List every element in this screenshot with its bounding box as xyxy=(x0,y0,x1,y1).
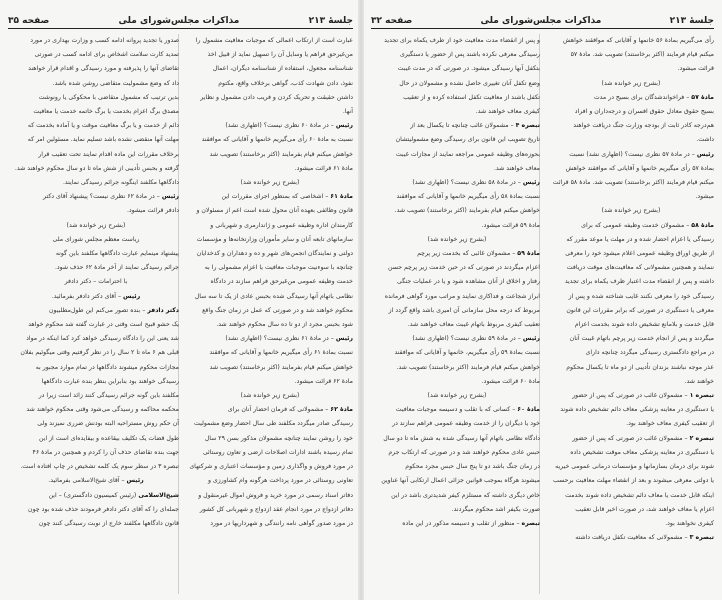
text-line: خواهند شد. xyxy=(684,377,714,385)
text-line: رسیدگی خواهند بود بنابراین بنظر بنده عبارت دادگاهها xyxy=(41,377,179,385)
header-title: مذاکرات مجلس‌شورای ملی xyxy=(480,16,602,26)
text-line: تعاونی روستائی در مورد پرداخت هرگونه وام کشاورزی و xyxy=(207,477,353,485)
text-line: یا دستگیری در معاینه پزشکی معاف موقت تشخیص داده xyxy=(570,448,714,456)
text-line: جرائم رسیدگی نمایند از آخر مادهٔ ۶۲ حذف شود. xyxy=(54,264,179,272)
text-line: کیفری معاف خواهند شد. xyxy=(475,108,540,116)
bold-label: تبصره ۴ xyxy=(515,122,540,130)
text-line: رئیس – در مادهٔ ۵۷ نظری نیست؟ (اظهاری نشد) نسبت xyxy=(569,150,714,158)
page-header xyxy=(371,10,714,29)
bold-label: رئیس xyxy=(335,122,353,130)
text-line: شود بحبس مجرد از دو تا ده سال محکوم خواهند شد. xyxy=(216,321,353,329)
text-line: جمله‌ای را که آقای دکتر دادفر فرمودند حذف شده بود چون xyxy=(28,505,179,513)
bold-label: تبصره ۱ xyxy=(689,392,714,400)
text-line: مادهٔ ۶۱ قرائت میشود. xyxy=(294,164,353,172)
text-line: خواهش میکنم قیام بفرمایند (اکثر برخاستند) تصویب شد xyxy=(209,363,353,371)
text-line: مربوط که درجه محل سازمانی آن امیری باشد واقع گردد از xyxy=(388,306,540,314)
bold-label: تبصره xyxy=(521,519,540,527)
bold-label: تبصره ۲ xyxy=(689,434,714,442)
header-title: مذاکرات مجلس‌شورای ملی xyxy=(118,16,240,26)
text-line: قابل خدمت و بلامانع تشخیص داده شوند بخدمت اعزام xyxy=(574,321,714,329)
text-line: از تعقیب کیفری معاف خواهند بود. xyxy=(626,420,714,428)
text-line: ریاست معظم مجلس شورای ملی xyxy=(52,235,140,243)
text-line: مادهٔ ۵۷ – فراخواندشدگان برای بسیج در مدت xyxy=(593,93,714,101)
text-line: مادهٔ ۶۲ قرائت میشود. xyxy=(294,377,353,385)
text-line: بسیج حقوق معادل حقوق افسران و درجه‌داران و افراد xyxy=(574,108,714,116)
text-line: خواهش میکنم قیام فرمایند (اکثر برخاستند) تصویب شد. xyxy=(396,363,540,371)
text-line: تاریخ تصویب این قانون برای رسیدگی وضع مشمولیتشان xyxy=(395,136,540,144)
text-line: یا دولتی معرفی میشوند و بعد از انقضاء مهلت معافیت برحسب xyxy=(553,477,714,485)
text-line: طول قضات یک تکلیف بیقاعده و بیفایده‌ای است از این xyxy=(38,434,179,442)
text-line: صدور یا تجدید پروانه ادامه کسب و وزارت بهداری در مورد xyxy=(30,37,179,44)
text-line: رئیس – آقای دکتر دادفر بفرمائید. xyxy=(51,292,141,300)
text-line: دفاتر اسناد رسمی در مورد خرید و فروش اموال غیرمنقول و xyxy=(198,491,353,499)
text-line: پیشنهاد مینمایم عبارت دادگاهها مکلفند باین گونه xyxy=(55,250,179,258)
text-line: مادهٔ ۶۲ – مشمولانی که فرمان احضار آنان برای xyxy=(227,406,353,414)
book-gutter xyxy=(358,0,364,600)
text-line: نسبت بمادهٔ ۵۸ رأی میگیریم خانمها و آقایانی که موافقند xyxy=(396,193,540,201)
text-line: نسبت بمادهٔ ۶۱ رأی میگیریم خانمها و آقایانی که موافقند xyxy=(209,349,353,357)
bold-label: رئیس xyxy=(522,179,540,187)
text-line: تبصره ۳ در سطر سوم یک کلمه تشخیص در چاپ افتاده است. xyxy=(20,463,179,471)
text-line: خود یا دیگران را از خدمت وظیفه عمومی فراهم سازند در xyxy=(392,420,540,428)
page-number: صفحه ۳۲ xyxy=(371,16,413,26)
text-column-right xyxy=(548,34,714,545)
text-line: داشته و پس از انقضاء مدت اعتبار ظرف یکماه برای تجدید xyxy=(564,278,714,286)
bold-label: رئیس xyxy=(335,335,353,343)
text-line: رفتار و اخلاق از آنان مشاهده شود و یا در عملیات جنگی xyxy=(396,278,540,286)
text-line: مادهٔ ۵۹ قرائت میشود. xyxy=(481,221,540,229)
bold-label: رئیس xyxy=(522,335,540,343)
text-line: مصدق برگ اعزام بخدمت یا برگ خاتمه خدمت یا معافیت xyxy=(33,108,179,116)
text-line: یا دستگیری در معاینه پزشکی معاف دائم تشخیص داده شوند xyxy=(560,406,714,414)
text-line: جهت بنده تقاضای حذف آن را کردم و همچنین در مادهٔ ۴۶ xyxy=(32,448,179,456)
text-line: رئیس – در مادهٔ ۵۹ نظری نیست؟ (اظهاری نشد) xyxy=(412,335,540,343)
text-line: میشود. xyxy=(695,193,714,201)
text-line: رسیدگی معرفی نکرده باشند پس از حضور یا دستگیری xyxy=(399,51,540,59)
text-line: در زمان جنگ باشد دو تا پنج سال حبس مجرد محکوم xyxy=(405,463,540,471)
text-line: یک حشو قبیح است وقتی در عبارت گفته شد محکوم خواهد xyxy=(28,321,179,329)
text-line: آنها. xyxy=(342,108,353,116)
text-line: دادفر قرائت میشود. xyxy=(126,207,179,215)
text-line: مادهٔ ۶۱ – اشخاصی که بمنظور اجرای مقررات این xyxy=(221,193,353,201)
bold-label: مادهٔ ۶۱ xyxy=(330,193,353,201)
text-line: قبلی هم ۶ ماه تا ۲ سال را در نظر گرفتیم وقتی میگوئیم بفلان xyxy=(20,349,179,357)
text-line: تبصره ۲ – مشمولان غائب در صورتی که پس از حضور xyxy=(572,434,714,442)
text-line: رئیس – آقای شیخ‌الاسلامی بفرمائید. xyxy=(48,477,144,485)
text-line: از طریق اوراق وظیفه عمومی اعلام میشود خود را معرفی xyxy=(565,250,714,258)
text-line: اعزام میگردند در صورتی که در حین خدمت زیر پرچم حسن xyxy=(388,264,540,272)
text-line: در مراجع دادگستری رسیدگی میگردد چنانچه دارای xyxy=(585,349,714,357)
text-line: نفوذ، دادن شهادت کذب، گواهی برخلاف واقع، مکتوم xyxy=(218,79,353,87)
text-line: رئیس – در مادهٔ ۶۱ نظری نیست؟ (اظهاری نشد) xyxy=(225,335,353,343)
text-line: تبصره ۴ – مشمولان غائب چنانچه تا یکسال بعد از xyxy=(410,122,540,130)
text-line: دولتی و نمایندگان انجمن‌های شهر و ده و دهداران و کدخدایان xyxy=(196,250,353,258)
text-line: رسیدگی صادر میگردد مکلفند طی سال احضار وضع مشمولیت xyxy=(194,420,353,428)
text-column-left xyxy=(374,34,540,531)
text-line: تکفل باشند از معافیت تکفل استفاده کرده و از تعقیب xyxy=(403,93,540,101)
text-line: رأی می‌گیریم بمادهٔ ۵۶ خانمها و آقایانی که موافقند خواهش xyxy=(562,37,714,44)
text-line: نسبت بمادهٔ ۵۹ رأی میگیریم، خانمها و آقایانی که موافقند xyxy=(394,349,540,357)
text-line: قانون وظائفی بعهده آنان محول شده است اعم از مسئولان و xyxy=(196,207,353,215)
text-line: رئیس – در مادهٔ ۶۰ نظری نیست؟ (اظهاری نشد) xyxy=(225,122,353,130)
text-line: مادهٔ ۵۸ – مشمولان خدمت وظیفه عمومی که برای xyxy=(581,221,714,229)
text-line: تبصره ۳ – مشمولانی که معافیت تکفل دریافت داشته xyxy=(575,534,714,542)
text-line: صورت بکیفر اشد محکوم میگردند. xyxy=(451,505,540,513)
bold-label: مادهٔ ۶۰ xyxy=(517,406,540,414)
text-line: (بشرح زیر خوانده شد) xyxy=(240,179,300,187)
text-line: دکتر دادفر – بنده تصور می‌کنم این طول‌مطلبیون xyxy=(48,306,179,314)
text-line: قانون دادگاهها مکلفند خارج از نوبت رسیدگی کنند چون xyxy=(38,519,179,527)
text-line: دادگاه نظامی باتهام آنها رسیدگی شده به شش ماه تا دو سال xyxy=(383,434,540,442)
page-number: صفحه ۳۵ xyxy=(8,16,50,26)
text-line: کارمندان اداره وظیفه عمومی و ژاندارمری و شهربانی و xyxy=(210,221,353,229)
text-line: بحوزه‌های وظیفه عمومی مراجعه نمایند از مجازات غیبت xyxy=(395,150,540,158)
bold-label: رئیس xyxy=(126,477,144,485)
text-line: عذر موجه نباشند بزندان تأدیبی از دو ماه تا یکسال محکوم xyxy=(566,363,714,371)
text-line: داد که وضع مشمولیت متقاضی روشن شده باشد. xyxy=(52,79,179,87)
text-line: دادگاهها مکلفند اینگونه جرائم رسیدگی نمایند. xyxy=(62,179,179,187)
text-line: تبصره ۱ – مشمولان غائب در صورتی که پس از حضور xyxy=(572,392,714,400)
text-line: میشوند هرگاه بموجب قوانین جزائی اعمال ارتکابی آنها عناوین xyxy=(381,477,540,485)
text-line: معاف خواهند شد. xyxy=(493,164,540,172)
text-line: خدمت وظیفه عمومی من‌غیرحق فراهم سازند در دادگاه xyxy=(210,278,353,286)
bold-label: مادهٔ ۵۷ xyxy=(691,93,714,101)
text-line: سازمانهای تابعه آنان و سایر مأموران وزارتخانه‌ها و مؤسسات xyxy=(196,235,353,243)
text-line: تقاضای آنها را پذیرفته و مورد رسیدگی و اقدام قرار خواهند xyxy=(28,65,179,73)
text-line: رسیدگی یا اعزام احضار شده و در مهلت یا موعد مقرر که xyxy=(566,235,714,243)
text-line: (بشرح زیر خوانده شد) xyxy=(66,221,126,229)
session-number: جلسهٔ ۲۱۳ xyxy=(669,16,714,26)
text-line: میکنم قیام فرمایند (اکثر برخاستند) تصویب شد. مادهٔ ۵۷ xyxy=(570,51,714,59)
text-line: (بشرح زیر خوانده شد) xyxy=(427,235,487,243)
text-line: برخلاف مقررات این ماده اقدام نمایند تحت تعقیب قرار xyxy=(38,150,179,158)
text-line: خاص دیگری داشته که مستلزم کیفر شدیدتری باشد در این xyxy=(391,491,540,499)
text-line: داشتن حقیقت و تحریک کردن و فریب دادن مشمول و نظایر xyxy=(200,93,353,101)
text-line: مکلفند باین گونه جرائم رسیدگی کنند زائد است زیرا در xyxy=(38,392,179,400)
text-line: رئیس – در مادهٔ ۵۸ نظری نیست؟ (اظهاری نشد) xyxy=(412,179,540,187)
text-line: خود را روشن نمایند چنانچه مشمولان مذکور بسن ۲۹ سال xyxy=(204,434,353,442)
text-line: نظامی باتهام آنها رسیدگی شده بحبس عادی از یک تا سه سال xyxy=(194,292,353,300)
text-line: دائم از خدمت و یا برگ معافیت موقت و یا آماده بخدمت که xyxy=(27,122,179,130)
text-line: معرفی یا دستگیری در صورتی که برابر مقررات این قانون xyxy=(566,306,714,314)
text-line: شناسنامه مجعول، استفاده از شناسنامه دیگران، اعمال xyxy=(212,65,353,73)
text-line: هم‌درجه کادر ثابت از بودجه وزارت جنگ دریافت خواهند xyxy=(573,122,714,130)
text-column-left xyxy=(13,34,179,531)
text-line: در مورد فروش و واگذاری زمین و مؤسسات اعتباری و شرکتهای xyxy=(189,463,353,471)
bold-label: تبصره ۳ xyxy=(689,534,714,542)
text-line: گرفته و بحبس تأدیبی از شش ماه تا دو سال محکوم خواهند شد. xyxy=(14,164,179,172)
text-line: اعزام یا معاف خواهند شد، در صورت اخیر قابل تعقیب xyxy=(575,505,714,513)
text-line: بتکفل آنها رسیدگی میشود. در صورتی که در مدت غیبت xyxy=(397,65,540,73)
text-line: چنانچه با سوءنیت موجبات معافیت یا اعزام مشمولی را به xyxy=(204,264,353,272)
text-line: عبارت است از ارتکاب اعمالی که موجبات معافیت مشمول را xyxy=(195,37,353,44)
bold-label: شیخ‌الاسلامی xyxy=(138,491,179,499)
right-page xyxy=(361,0,722,600)
text-line: خواهش میکنم قیام بفرمایند (اکثر برخاستند) تصویب شد xyxy=(209,150,353,158)
text-line: کیفری نخواهند بود. xyxy=(665,519,714,527)
text-line: وضع تکفل آنان تغییری حاصل نشده و مشمولان در حال xyxy=(399,79,540,87)
text-line: شیخ‌الاسلامی (رئیس کمیسیون دادگستری) – این xyxy=(48,491,179,499)
bold-label: مادهٔ ۶۲ xyxy=(330,406,353,414)
text-line: ننمایند و همچنین مشمولانی که معافیت‌های موقت دریافت xyxy=(566,264,714,272)
text-line: مادهٔ ۵۹ – مشمولان غائبی که بخدمت زیر پرچم xyxy=(417,250,540,258)
text-line: محکوم خواهند شد و در صورتی که عمل در زمان جنگ واقع xyxy=(202,306,353,314)
text-line: من‌غیرحق فراهم یا وسایل آن را تسهیل نماید از قبیل اخذ xyxy=(207,51,353,59)
text-line: تمدید کارت سلامت اشخاص برای ادامه کسب در صورتی xyxy=(34,51,179,59)
text-line: مهلت آنها منقضی نشده باشد تسلیم نماید. مسئولین امر که xyxy=(27,136,179,144)
text-line: میکنم قیام فرمایند (اکثر برخاستند) تصویب شد. مادهٔ ۵۸ قرائت xyxy=(552,179,714,187)
text-line: بمادهٔ ۵۷ رأی میگیریم خانمها و آقایانی که موافقند خواهش xyxy=(565,164,714,172)
page-header xyxy=(8,10,353,29)
text-line: (بشرح زیر خوانده شد) xyxy=(240,392,300,400)
text-line: تبصره – منظور از تقلب و دسیسه مذکور در این ماده xyxy=(402,519,540,527)
text-line: دفاتر ازدواج در مورد انجام عقد ازدواج و شهربانی کل کشور xyxy=(199,505,353,513)
text-line: قرائت میشود. xyxy=(677,65,714,73)
text-line: رئیس – در مادهٔ ۶۲ نظری نیست؟ پیشنهاد آقای دکتر xyxy=(43,193,179,201)
text-line: مجازات محکوم میشوند دادگاهها در تمام موارد مجبور به xyxy=(35,363,179,371)
text-line: حبس عادی محکوم خواهند شد و در صورتی که ارتکاب جرم xyxy=(388,448,540,456)
text-line: خواهش میکنم قیام بفرمایند (اکثر برخاستند) تصویب شد. xyxy=(394,207,540,215)
text-line: نسبت به مادهٔ ۶۰ رأی می‌گیریم خانمها و آقایانی که موافقند xyxy=(201,136,353,144)
text-line: شوند برای درمان بسازمانها و مؤسسات درمانی عمومی خیریه xyxy=(555,463,714,471)
text-line: آن حکم روش مستراحیه البته بودنش ضرری نمیزند ولی xyxy=(37,420,179,428)
bold-label: رئیس xyxy=(696,150,714,158)
text-line: شد یعنی این را دادگاه رسیدگی خواهد کرد کما اینکه در مواد xyxy=(26,335,179,343)
text-line: ابراز شجاعت و فداکاری نمایند و مراتب مورد گواهی فرمانده xyxy=(384,292,540,300)
session-number: جلسهٔ ۲۱۳ xyxy=(308,16,353,26)
text-line: محکمه محاکمه و رسیدگی می‌شود وقتی محکوم خواهند شد xyxy=(26,406,179,414)
text-line: (بشرح زیر خوانده شد) xyxy=(601,79,661,87)
text-line: با احترامات – دکتر دادفر xyxy=(64,278,128,286)
text-line: (بشرح زیر خوانده شد) xyxy=(427,392,487,400)
bold-label: مادهٔ ۵۸ xyxy=(691,221,714,229)
text-line: و پس از انقضاء مدت معافیت خود از طرف یکماه برای تجدید xyxy=(384,37,540,44)
text-line: تمام رسیده باشند ادارات اصلاحات ارضی و تعاون روستائی xyxy=(202,448,353,456)
text-line: داشت. xyxy=(696,136,714,144)
text-line: رسیدگی خود را معرفی نکنند غایب شناخته شده و پس از xyxy=(568,292,714,300)
text-line: مادهٔ ۶۰ – کسانی که با تقلب و دسیسه موجبات معافیت xyxy=(395,406,540,414)
text-line: مادهٔ ۶۰ قرائت میشود. xyxy=(481,377,540,385)
text-line: میگردند و پس از انجام خدمت زیر پرچم باتهام غیبت آنان xyxy=(569,335,714,343)
text-column-right xyxy=(187,34,353,531)
bold-label: رئیس xyxy=(123,292,141,300)
bold-label: دکتر دادفر xyxy=(147,306,179,314)
text-line: بدین ترتیب که مشمول متقاضی با محکوکی یا رونوشت xyxy=(38,93,179,101)
bold-label: رئیس xyxy=(161,193,179,201)
text-line: اینکه قابل خدمت یا معاف دائم تشخیص داده شوند بخدمت xyxy=(565,491,714,499)
bold-label: مادهٔ ۵۹ xyxy=(517,250,540,258)
text-line: تعقیب کیفری مربوط باتهام غیبت معاف خواهند شد. xyxy=(407,321,540,329)
text-line: (بشرح زیر خوانده شد) xyxy=(601,207,661,215)
text-line: در مورد صدور گواهی نامه رانندگی و شهرداریها در مورد xyxy=(210,519,353,527)
